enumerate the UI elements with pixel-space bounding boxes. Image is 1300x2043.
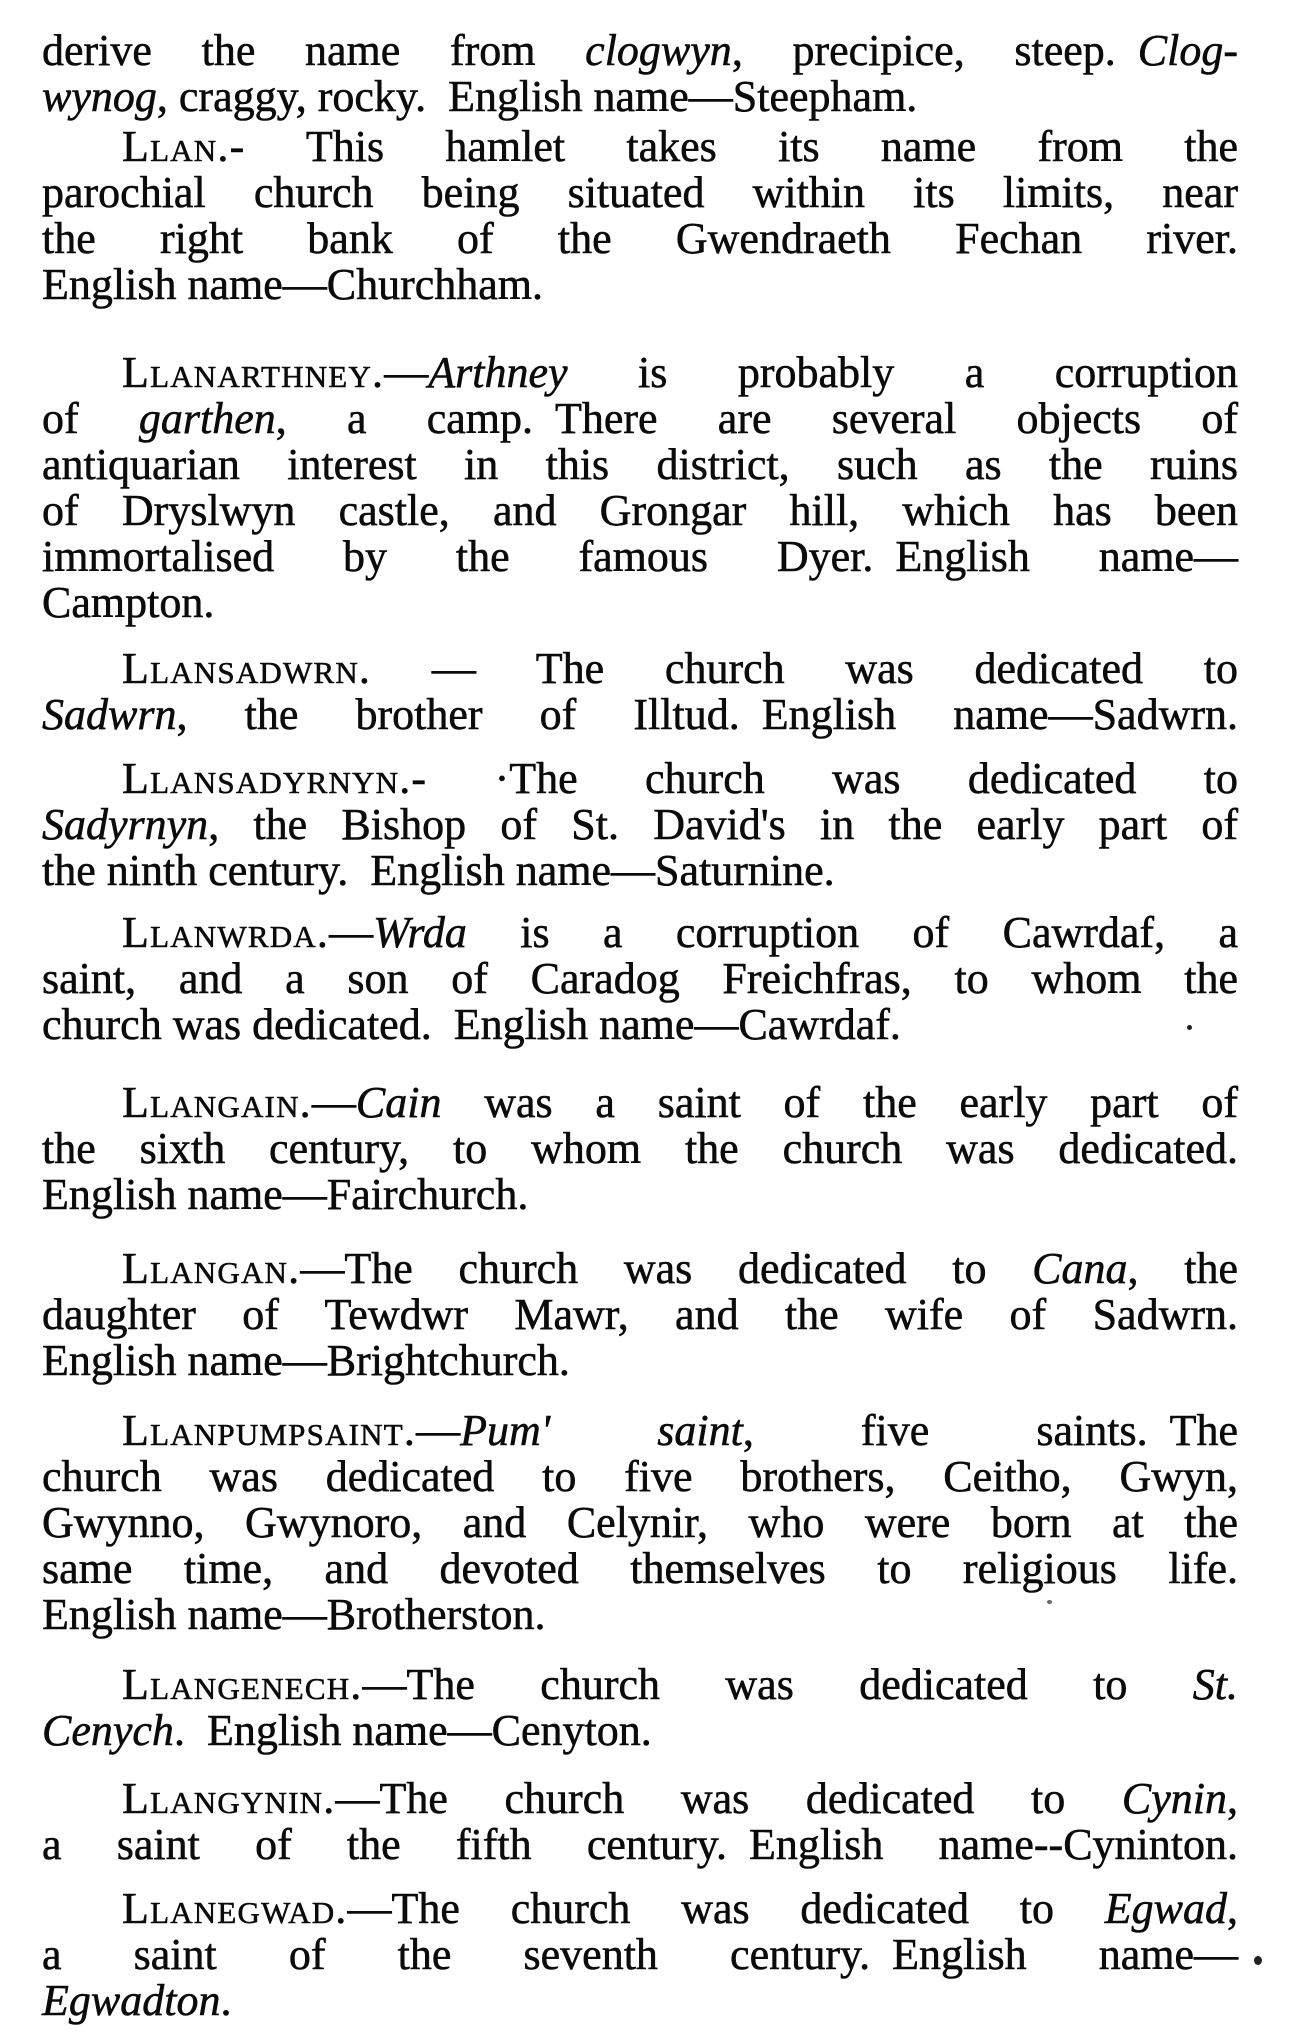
entry-headword: Llansadwrn. — [122, 644, 372, 693]
text-segment: — The church was dedicated to — [371, 644, 1238, 693]
text-segment-italic: wynog — [42, 72, 157, 121]
entry-headword: Llanarthney. — [122, 348, 385, 397]
text-segment-italic: Clog- — [1137, 26, 1238, 75]
paragraph-entry-llangan — [42, 1246, 1238, 1384]
text-line — [42, 646, 1238, 692]
text-line — [42, 488, 1238, 534]
paragraph-entry-llangynin — [42, 1776, 1238, 1868]
text-segment: This hamlet takes its name from the — [245, 122, 1238, 171]
text-segment-italic: Cain — [355, 1078, 442, 1127]
text-segment: was a saint of the early part of — [441, 1078, 1238, 1127]
text-line — [42, 1662, 1238, 1708]
text-segment: church was dedicated. English name—Cawrdaf. — [42, 1000, 901, 1049]
text-segment: English name—Churchham. — [42, 260, 544, 309]
text-segment: . — [220, 1976, 232, 2025]
paragraph-entry-llanwrda — [42, 910, 1238, 1048]
text-line — [42, 580, 1238, 626]
text-segment: parochial church being situated within its limits, near — [42, 168, 1238, 217]
entry-headword: Llangain. — [122, 1078, 312, 1127]
text-segment-italic: Arthney — [428, 348, 568, 397]
entry-headword: Llanpumpsaint. — [122, 1406, 417, 1455]
text-segment: English name—Brightchurch. — [42, 1336, 570, 1385]
text-segment-italic: Pum' saint — [460, 1406, 743, 1455]
text-segment: the ninth century. English name—Saturnine. — [42, 846, 835, 895]
text-segment: — — [416, 1406, 461, 1455]
text-line — [42, 692, 1238, 738]
text-line — [42, 1592, 1238, 1638]
text-line — [42, 1776, 1238, 1822]
text-segment: a saint of the fifth century. English name--Cyninton. — [42, 1820, 1238, 1869]
paragraph-entry-llansadyrnyn — [42, 756, 1238, 894]
text-segment-italic: Cynin — [1121, 1774, 1227, 1823]
text-segment-italic: clogwyn — [585, 26, 732, 75]
text-segment: same time, and devoted themselves to religious life. — [42, 1544, 1238, 1593]
text-segment: is a corruption of Cawrdaf, a — [466, 908, 1238, 957]
text-segment: , precipice, steep. — [731, 26, 1138, 75]
text-segment: the right bank of the Gwendraeth Fechan river. — [42, 214, 1238, 263]
text-line — [42, 216, 1238, 262]
entry-headword: Llangenech. — [122, 1660, 363, 1709]
text-segment: — — [311, 1078, 356, 1127]
text-line — [42, 1978, 1238, 2024]
entry-headword: Llanegwad. — [122, 1884, 348, 1933]
text-segment-italic: Sadyrnyn — [42, 800, 209, 849]
paragraph-entry-llanegwad — [42, 1886, 1238, 2024]
text-segment: , the Bishop of St. David's in the early part of — [208, 800, 1238, 849]
text-line — [42, 1932, 1238, 1978]
text-segment: , — [1227, 1884, 1238, 1933]
text-segment: , the — [1127, 1244, 1238, 1293]
text-line — [42, 350, 1238, 396]
paragraph-entry-llanpumpsaint — [42, 1408, 1238, 1638]
text-line — [42, 262, 1238, 308]
text-line — [42, 1886, 1238, 1932]
text-segment-italic: Egwad — [1104, 1884, 1227, 1933]
scan-speck — [1187, 1025, 1192, 1030]
text-line — [42, 1454, 1238, 1500]
scan-speck — [1254, 1956, 1262, 1965]
text-segment-italic: Sadwrn — [42, 690, 177, 739]
text-line — [42, 28, 1238, 74]
text-segment: , a camp. There are several objects of — [275, 394, 1239, 443]
text-line — [42, 1002, 1238, 1048]
text-line — [42, 956, 1238, 1002]
text-line — [42, 1408, 1238, 1454]
text-line — [42, 1246, 1238, 1292]
text-line — [42, 1500, 1238, 1546]
text-line — [42, 170, 1238, 216]
text-segment: — — [329, 908, 374, 957]
text-segment: . English name—Cenyton. — [173, 1706, 652, 1755]
text-line — [42, 1292, 1238, 1338]
scan-speck — [1047, 1600, 1052, 1604]
text-segment-italic: garthen — [138, 394, 276, 443]
text-segment-italic: St. — [1192, 1660, 1238, 1709]
text-line — [42, 802, 1238, 848]
text-segment: of — [42, 394, 139, 443]
text-segment: —The church was dedicated to — [300, 1244, 1033, 1293]
text-segment: —The church was dedicated to — [335, 1774, 1122, 1823]
entry-headword: Llangan. — [122, 1244, 301, 1293]
text-segment: —The church was dedicated to — [362, 1660, 1193, 1709]
text-segment: English name—Brotherston. — [42, 1590, 546, 1639]
text-segment: of Dryslwyn castle, and Grongar hill, which has been — [42, 486, 1238, 535]
paragraph-entry-llangain — [42, 1080, 1238, 1218]
text-line — [42, 848, 1238, 894]
text-segment: derive the name from — [42, 26, 586, 75]
text-segment: a saint of the seventh century. English name— — [42, 1930, 1238, 1979]
text-segment: daughter of Tewdwr Mawr, and the wife of Sadwrn. — [42, 1290, 1238, 1339]
text-line — [42, 396, 1238, 442]
text-segment-italic: Wrda — [373, 908, 467, 957]
text-segment: , five saints. The — [742, 1406, 1238, 1455]
text-line — [42, 74, 1238, 120]
paragraph-entry-llan — [42, 124, 1238, 308]
text-segment: , the brother of Illtud. English name—Sadwrn. — [176, 690, 1238, 739]
text-segment: Gwynno, Gwynoro, and Celynir, who were born at the — [42, 1498, 1238, 1547]
text-line — [42, 1546, 1238, 1592]
text-segment: ·The church was dedicated to — [427, 754, 1238, 803]
text-line — [42, 910, 1238, 956]
text-line — [42, 1080, 1238, 1126]
text-segment: the sixth century, to whom the church was dedicated. — [42, 1124, 1238, 1173]
text-segment: church was dedicated to five brothers, Ceitho, Gwyn, — [42, 1452, 1238, 1501]
text-segment: , craggy, rocky. English name—Steepham. — [156, 72, 918, 121]
paragraph-continuation-clogwyn — [42, 28, 1238, 120]
paragraph-entry-llangenech — [42, 1662, 1238, 1754]
text-segment-italic: Egwadton — [42, 1976, 221, 2025]
text-line — [42, 1338, 1238, 1384]
text-line — [42, 1822, 1238, 1868]
entry-headword: Llangynin. — [122, 1774, 336, 1823]
text-segment: antiquarian interest in this district, such as the ruins — [42, 440, 1238, 489]
text-line — [42, 534, 1238, 580]
text-segment: —The church was dedicated to — [347, 1884, 1105, 1933]
text-segment: is probably a corruption — [567, 348, 1238, 397]
text-segment: , — [1227, 1774, 1238, 1823]
text-segment-italic: Cenych — [42, 1706, 174, 1755]
text-segment: saint, and a son of Caradog Freichfras, to whom the — [42, 954, 1238, 1003]
text-line — [42, 1126, 1238, 1172]
text-line — [42, 442, 1238, 488]
text-line — [42, 1708, 1238, 1754]
entry-headword: Llanwrda. — [122, 908, 330, 957]
text-segment: Campton. — [42, 578, 215, 627]
text-segment-italic: Cana — [1032, 1244, 1128, 1293]
paragraph-entry-llanarthney — [42, 350, 1238, 626]
paragraph-entry-llansadwrn — [42, 646, 1238, 738]
text-segment: English name—Fairchurch. — [42, 1170, 529, 1219]
text-segment: — — [384, 348, 429, 397]
text-line — [42, 1172, 1238, 1218]
text-segment: immortalised by the famous Dyer. English name— — [42, 532, 1238, 581]
entry-headword: Llan.- — [122, 122, 246, 171]
text-line — [42, 756, 1238, 802]
text-line — [42, 124, 1238, 170]
entry-headword: Llansadyrnyn.- — [122, 754, 428, 803]
